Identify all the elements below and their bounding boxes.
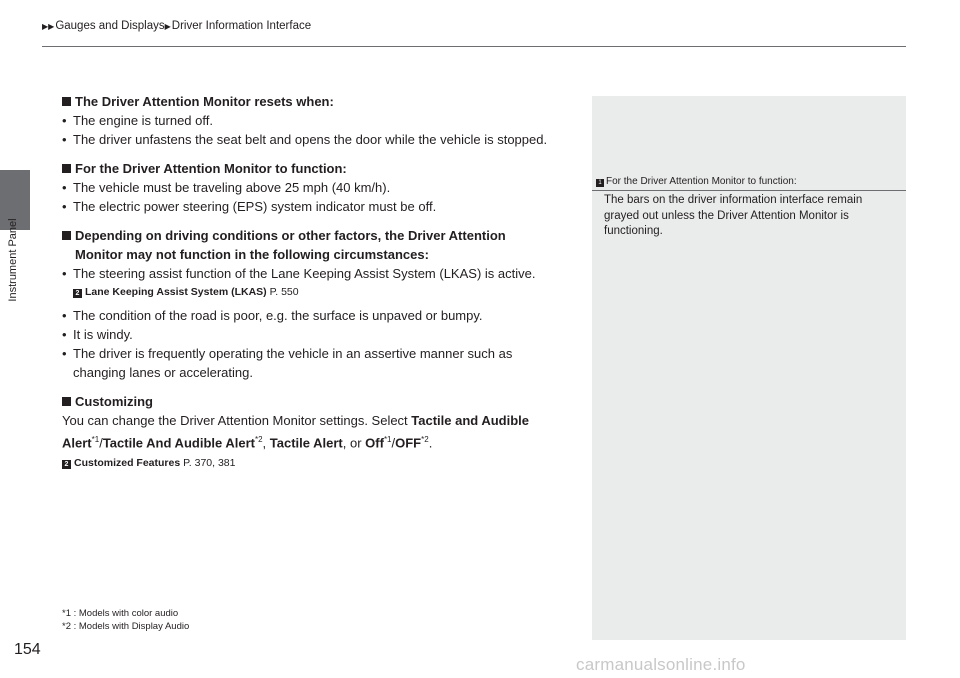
reference-arrow-icon: 2 (73, 289, 82, 298)
footnote: *2 : Models with Display Audio (62, 621, 190, 632)
note-body: The bars on the driver information interface remain grayed out unless the Driver Attention Monitor is functioning. (604, 194, 863, 237)
list-item: • The vehicle must be traveling above 25 mph (40 km/h). (62, 180, 391, 195)
reference-arrow-icon: 2 (62, 460, 71, 469)
list-item: • The steering assist function of the Lane Keeping Assist System (LKAS) is active. (62, 266, 536, 281)
square-bullet-icon (62, 164, 71, 173)
notes-sidebar (592, 96, 906, 640)
header-divider (42, 46, 906, 47)
section-heading-function: For the Driver Attention Monitor to function: (62, 159, 582, 178)
section-heading-customizing: Customizing (62, 392, 582, 411)
cross-reference-customized-features[interactable]: 2 Customized Features P. 370, 381 (62, 454, 582, 473)
page-number: 154 (14, 641, 41, 658)
list-item: • The driver is frequently operating the vehicle in an assertive manner such as changing lanes or accelerating. (62, 346, 513, 380)
watermark: carmanualsonline.info (576, 655, 746, 674)
breadcrumb-arrow-icon: ▶▶ (42, 22, 55, 31)
square-bullet-icon (62, 97, 71, 106)
note-heading: 1 For the Driver Attention Monitor to function: (592, 176, 906, 191)
square-bullet-icon (62, 231, 71, 240)
list-item: • The driver unfastens the seat belt and opens the door while the vehicle is stopped. (62, 132, 548, 147)
breadcrumb-item-gauges[interactable]: Gauges and Displays (55, 20, 165, 32)
list-item: • The engine is turned off. (62, 113, 213, 128)
footnote: *1 : Models with color audio (62, 608, 179, 619)
cross-reference-lkas[interactable]: 2 Lane Keeping Assist System (LKAS) P. 550 (73, 283, 582, 302)
list-item: • The electric power steering (EPS) system indicator must be off. (62, 199, 437, 214)
breadcrumb (42, 20, 311, 32)
chapter-label: Instrument Panel (7, 218, 19, 302)
customizing-text: You can change the Driver Attention Monitor settings. Select Tactile and Audible Alert$^{*1}$/Tactile And Audible Alert$^{*2}$, Tactile Alert, or Off$^{*1}$/OFF$^{*2}$. (62, 413, 530, 451)
section-heading-conditions: Depending on driving conditions or other factors, the Driver Attention Monitor may not function in the following circumstances: (62, 226, 582, 264)
list-item: • The condition of the road is poor, e.g. the surface is unpaved or bumpy. (62, 308, 483, 323)
breadcrumb-item-driver-info[interactable]: Driver Information Interface (171, 20, 312, 32)
section-heading-resets: The Driver Attention Monitor resets when: (62, 92, 582, 111)
main-content (62, 92, 582, 473)
breadcrumb-arrow-icon: ▶ (164, 22, 171, 31)
note-icon: 1 (596, 179, 604, 187)
footnotes (62, 607, 189, 633)
square-bullet-icon (62, 397, 71, 406)
list-item: • It is windy. (62, 327, 133, 342)
